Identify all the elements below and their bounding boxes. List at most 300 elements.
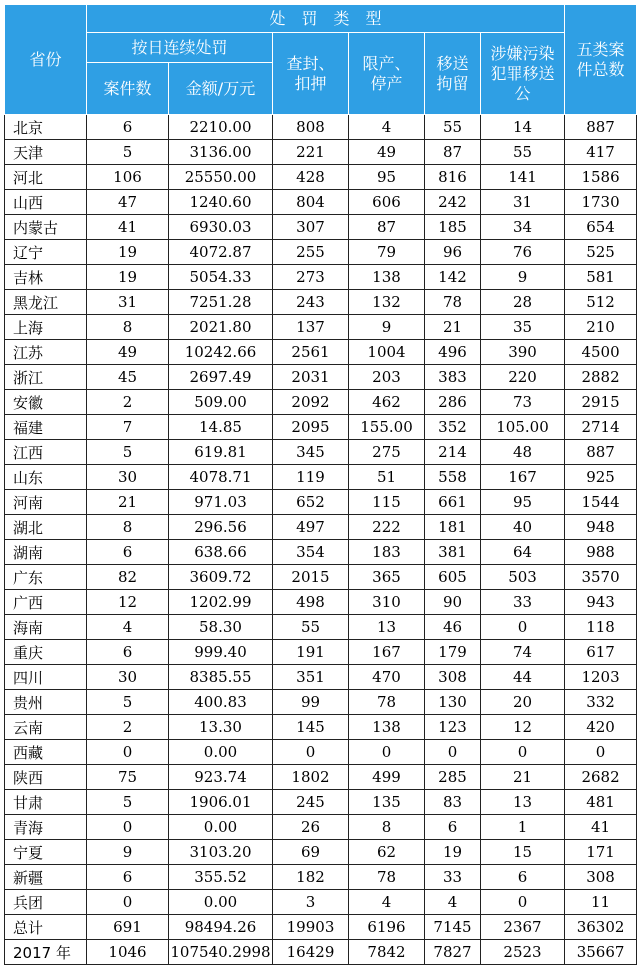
cell-seal-seize: 808 [273,115,349,140]
table-row [5,315,637,340]
cell-total: 308 [565,865,637,890]
cell-amount: 3103.20 [169,840,273,865]
cell-province: 总计 [5,915,87,940]
table-row [5,215,637,240]
cell-amount: 2210.00 [169,115,273,140]
cell-seal-seize: 273 [273,265,349,290]
cell-limit-stop: 310 [349,590,425,615]
cell-seal-seize: 804 [273,190,349,215]
cell-suspected-crime: 73 [481,390,565,415]
cell-case-count: 5 [87,140,169,165]
cell-case-count: 6 [87,540,169,565]
cell-total: 332 [565,690,637,715]
cell-case-count: 5 [87,440,169,465]
cell-amount: 13.30 [169,715,273,740]
cell-detention: 6 [425,815,481,840]
cell-limit-stop: 78 [349,690,425,715]
cell-total: 1203 [565,665,637,690]
table-row [5,165,637,190]
cell-province: 吉林 [5,265,87,290]
table-row [5,665,637,690]
cell-total: 171 [565,840,637,865]
cell-limit-stop: 62 [349,840,425,865]
cell-case-count: 0 [87,890,169,915]
cell-limit-stop: 78 [349,865,425,890]
cell-detention: 383 [425,365,481,390]
cell-total: 2714 [565,415,637,440]
header-daily-penalty: 按日连续处罚 [87,33,273,63]
cell-total: 887 [565,440,637,465]
cell-suspected-crime: 31 [481,190,565,215]
table-row [5,690,637,715]
cell-total: 2882 [565,365,637,390]
table-row [5,615,637,640]
cell-total: 11 [565,890,637,915]
cell-province: 甘肃 [5,790,87,815]
cell-total: 2682 [565,765,637,790]
header-total-five: 五类案件总数 [565,5,637,115]
cell-limit-stop: 0 [349,740,425,765]
cell-case-count: 19 [87,265,169,290]
cell-suspected-crime: 0 [481,740,565,765]
table-row [5,290,637,315]
cell-seal-seize: 0 [273,740,349,765]
cell-detention: 7827 [425,940,481,965]
cell-seal-seize: 16429 [273,940,349,965]
cell-limit-stop: 1004 [349,340,425,365]
cell-suspected-crime: 44 [481,665,565,690]
cell-limit-stop: 222 [349,515,425,540]
cell-seal-seize: 255 [273,240,349,265]
cell-amount: 0.00 [169,890,273,915]
cell-amount: 1906.01 [169,790,273,815]
cell-case-count: 45 [87,365,169,390]
cell-amount: 0.00 [169,740,273,765]
table-row [5,415,637,440]
cell-province: 山东 [5,465,87,490]
cell-total: 2915 [565,390,637,415]
cell-total: 948 [565,515,637,540]
cell-amount: 1202.99 [169,590,273,615]
cell-case-count: 41 [87,215,169,240]
cell-seal-seize: 498 [273,590,349,615]
cell-total: 581 [565,265,637,290]
cell-case-count: 2 [87,390,169,415]
cell-detention: 87 [425,140,481,165]
cell-seal-seize: 243 [273,290,349,315]
cell-seal-seize: 2561 [273,340,349,365]
cell-case-count: 47 [87,190,169,215]
cell-detention: 7145 [425,915,481,940]
cell-province: 北京 [5,115,87,140]
cell-total: 512 [565,290,637,315]
cell-limit-stop: 79 [349,240,425,265]
cell-limit-stop: 6196 [349,915,425,940]
cell-detention: 123 [425,715,481,740]
cell-limit-stop: 365 [349,565,425,590]
table-row [5,490,637,515]
cell-case-count: 691 [87,915,169,940]
cell-detention: 285 [425,765,481,790]
cell-detention: 179 [425,640,481,665]
cell-suspected-crime: 6 [481,865,565,890]
cell-total: 35667 [565,940,637,965]
cell-seal-seize: 55 [273,615,349,640]
cell-province: 江苏 [5,340,87,365]
table-row [5,340,637,365]
cell-province: 海南 [5,615,87,640]
cell-total: 1586 [565,165,637,190]
table-row [5,765,637,790]
cell-detention: 242 [425,190,481,215]
cell-limit-stop: 4 [349,890,425,915]
cell-amount: 58.30 [169,615,273,640]
cell-seal-seize: 245 [273,790,349,815]
cell-detention: 4 [425,890,481,915]
table-row [5,590,637,615]
cell-suspected-crime: 28 [481,290,565,315]
cell-amount: 1240.60 [169,190,273,215]
cell-detention: 352 [425,415,481,440]
cell-amount: 638.66 [169,540,273,565]
cell-amount: 25550.00 [169,165,273,190]
cell-province: 福建 [5,415,87,440]
cell-detention: 33 [425,865,481,890]
cell-suspected-crime: 2523 [481,940,565,965]
cell-limit-stop: 167 [349,640,425,665]
penalty-table [4,4,637,965]
header-limit-stop: 限产、停产 [349,33,425,115]
cell-province: 广东 [5,565,87,590]
table-row [5,190,637,215]
cell-suspected-crime: 74 [481,640,565,665]
cell-seal-seize: 497 [273,515,349,540]
cell-case-count: 0 [87,740,169,765]
cell-suspected-crime: 35 [481,315,565,340]
table-row [5,815,637,840]
cell-case-count: 30 [87,465,169,490]
cell-seal-seize: 69 [273,840,349,865]
cell-amount: 2021.80 [169,315,273,340]
cell-limit-stop: 155.00 [349,415,425,440]
cell-detention: 214 [425,440,481,465]
cell-detention: 181 [425,515,481,540]
cell-limit-stop: 87 [349,215,425,240]
cell-province: 陕西 [5,765,87,790]
cell-amount: 8385.55 [169,665,273,690]
cell-amount: 4072.87 [169,240,273,265]
cell-case-count: 1046 [87,940,169,965]
cell-amount: 2697.49 [169,365,273,390]
table-row [5,365,637,390]
cell-suspected-crime: 105.00 [481,415,565,440]
table-row [5,540,637,565]
cell-amount: 0.00 [169,815,273,840]
cell-amount: 5054.33 [169,265,273,290]
cell-amount: 509.00 [169,390,273,415]
cell-total: 525 [565,240,637,265]
cell-total: 420 [565,715,637,740]
cell-limit-stop: 183 [349,540,425,565]
cell-province: 湖北 [5,515,87,540]
cell-seal-seize: 428 [273,165,349,190]
cell-total: 118 [565,615,637,640]
penalty-table-container [4,4,636,965]
cell-total: 41 [565,815,637,840]
cell-total: 887 [565,115,637,140]
table-body [5,115,637,965]
cell-detention: 661 [425,490,481,515]
cell-suspected-crime: 141 [481,165,565,190]
header-detention: 移送拘留 [425,33,481,115]
cell-seal-seize: 652 [273,490,349,515]
cell-case-count: 19 [87,240,169,265]
cell-case-count: 5 [87,690,169,715]
header-seal-seize: 查封、扣押 [273,33,349,115]
cell-detention: 21 [425,315,481,340]
cell-suspected-crime: 76 [481,240,565,265]
cell-seal-seize: 182 [273,865,349,890]
cell-limit-stop: 95 [349,165,425,190]
cell-seal-seize: 221 [273,140,349,165]
cell-total: 210 [565,315,637,340]
cell-province: 辽宁 [5,240,87,265]
cell-case-count: 5 [87,790,169,815]
header-penalty-type: 处 罚 类 型 [87,5,565,33]
cell-province: 河南 [5,490,87,515]
cell-total: 1544 [565,490,637,515]
cell-limit-stop: 8 [349,815,425,840]
cell-province: 安徽 [5,390,87,415]
cell-suspected-crime: 48 [481,440,565,465]
table-header [5,5,637,115]
cell-amount: 107540.2998 [169,940,273,965]
table-row [5,565,637,590]
cell-limit-stop: 135 [349,790,425,815]
cell-detention: 496 [425,340,481,365]
cell-case-count: 106 [87,165,169,190]
cell-detention: 130 [425,690,481,715]
cell-amount: 619.81 [169,440,273,465]
table-row [5,140,637,165]
cell-suspected-crime: 40 [481,515,565,540]
table-row [5,915,637,940]
cell-amount: 400.83 [169,690,273,715]
cell-seal-seize: 19903 [273,915,349,940]
cell-seal-seize: 2015 [273,565,349,590]
cell-suspected-crime: 95 [481,490,565,515]
cell-suspected-crime: 220 [481,365,565,390]
cell-total: 4500 [565,340,637,365]
cell-total: 925 [565,465,637,490]
cell-case-count: 75 [87,765,169,790]
cell-limit-stop: 606 [349,190,425,215]
cell-limit-stop: 7842 [349,940,425,965]
cell-province: 云南 [5,715,87,740]
cell-case-count: 31 [87,290,169,315]
cell-suspected-crime: 21 [481,765,565,790]
cell-limit-stop: 275 [349,440,425,465]
cell-province: 2017 年 [5,940,87,965]
cell-province: 上海 [5,315,87,340]
cell-province: 四川 [5,665,87,690]
cell-seal-seize: 2031 [273,365,349,390]
cell-amount: 971.03 [169,490,273,515]
cell-total: 36302 [565,915,637,940]
cell-province: 新疆 [5,865,87,890]
cell-detention: 185 [425,215,481,240]
cell-limit-stop: 203 [349,365,425,390]
cell-limit-stop: 115 [349,490,425,515]
cell-case-count: 6 [87,865,169,890]
cell-suspected-crime: 1 [481,815,565,840]
cell-province: 青海 [5,815,87,840]
cell-case-count: 9 [87,840,169,865]
cell-seal-seize: 99 [273,690,349,715]
cell-province: 湖南 [5,540,87,565]
cell-amount: 14.85 [169,415,273,440]
cell-detention: 558 [425,465,481,490]
cell-total: 943 [565,590,637,615]
cell-limit-stop: 470 [349,665,425,690]
cell-seal-seize: 351 [273,665,349,690]
table-row [5,940,637,965]
cell-total: 988 [565,540,637,565]
cell-suspected-crime: 33 [481,590,565,615]
cell-seal-seize: 119 [273,465,349,490]
cell-case-count: 6 [87,640,169,665]
cell-detention: 96 [425,240,481,265]
cell-limit-stop: 49 [349,140,425,165]
cell-limit-stop: 51 [349,465,425,490]
cell-province: 江西 [5,440,87,465]
cell-amount: 98494.26 [169,915,273,940]
cell-suspected-crime: 9 [481,265,565,290]
cell-suspected-crime: 34 [481,215,565,240]
cell-case-count: 8 [87,315,169,340]
cell-seal-seize: 354 [273,540,349,565]
cell-total: 617 [565,640,637,665]
header-case-count: 案件数 [87,63,169,115]
cell-detention: 46 [425,615,481,640]
cell-province: 重庆 [5,640,87,665]
cell-limit-stop: 9 [349,315,425,340]
header-amount: 金额/万元 [169,63,273,115]
cell-suspected-crime: 12 [481,715,565,740]
cell-amount: 4078.71 [169,465,273,490]
cell-amount: 3609.72 [169,565,273,590]
table-row [5,715,637,740]
cell-province: 广西 [5,590,87,615]
header-province: 省份 [5,5,87,115]
cell-case-count: 21 [87,490,169,515]
cell-case-count: 12 [87,590,169,615]
cell-seal-seize: 145 [273,715,349,740]
table-row [5,115,637,140]
cell-suspected-crime: 20 [481,690,565,715]
cell-total: 481 [565,790,637,815]
cell-seal-seize: 2092 [273,390,349,415]
cell-seal-seize: 191 [273,640,349,665]
cell-amount: 3136.00 [169,140,273,165]
table-row [5,790,637,815]
table-row [5,890,637,915]
cell-detention: 78 [425,290,481,315]
cell-province: 天津 [5,140,87,165]
cell-suspected-crime: 55 [481,140,565,165]
cell-seal-seize: 307 [273,215,349,240]
cell-suspected-crime: 503 [481,565,565,590]
cell-suspected-crime: 14 [481,115,565,140]
cell-province: 贵州 [5,690,87,715]
cell-province: 宁夏 [5,840,87,865]
cell-suspected-crime: 13 [481,790,565,815]
cell-detention: 0 [425,740,481,765]
cell-limit-stop: 4 [349,115,425,140]
cell-limit-stop: 132 [349,290,425,315]
cell-amount: 923.74 [169,765,273,790]
cell-suspected-crime: 15 [481,840,565,865]
cell-total: 1730 [565,190,637,215]
cell-case-count: 8 [87,515,169,540]
cell-case-count: 2 [87,715,169,740]
cell-province: 浙江 [5,365,87,390]
table-row [5,865,637,890]
cell-detention: 55 [425,115,481,140]
cell-suspected-crime: 0 [481,890,565,915]
cell-suspected-crime: 390 [481,340,565,365]
cell-total: 654 [565,215,637,240]
table-row [5,390,637,415]
cell-seal-seize: 2095 [273,415,349,440]
cell-case-count: 82 [87,565,169,590]
table-row [5,640,637,665]
cell-total: 417 [565,140,637,165]
cell-province: 内蒙古 [5,215,87,240]
cell-province: 河北 [5,165,87,190]
table-row [5,740,637,765]
table-row [5,840,637,865]
table-row [5,440,637,465]
cell-province: 山西 [5,190,87,215]
cell-seal-seize: 3 [273,890,349,915]
cell-detention: 90 [425,590,481,615]
cell-case-count: 7 [87,415,169,440]
cell-amount: 6930.03 [169,215,273,240]
cell-total: 3570 [565,565,637,590]
cell-detention: 142 [425,265,481,290]
cell-limit-stop: 499 [349,765,425,790]
cell-seal-seize: 26 [273,815,349,840]
cell-seal-seize: 137 [273,315,349,340]
cell-detention: 83 [425,790,481,815]
cell-suspected-crime: 167 [481,465,565,490]
cell-amount: 10242.66 [169,340,273,365]
cell-limit-stop: 138 [349,265,425,290]
cell-amount: 355.52 [169,865,273,890]
cell-detention: 381 [425,540,481,565]
cell-province: 西藏 [5,740,87,765]
table-row [5,240,637,265]
cell-case-count: 30 [87,665,169,690]
cell-seal-seize: 1802 [273,765,349,790]
cell-seal-seize: 345 [273,440,349,465]
cell-detention: 816 [425,165,481,190]
cell-suspected-crime: 0 [481,615,565,640]
cell-amount: 7251.28 [169,290,273,315]
cell-detention: 19 [425,840,481,865]
cell-suspected-crime: 2367 [481,915,565,940]
